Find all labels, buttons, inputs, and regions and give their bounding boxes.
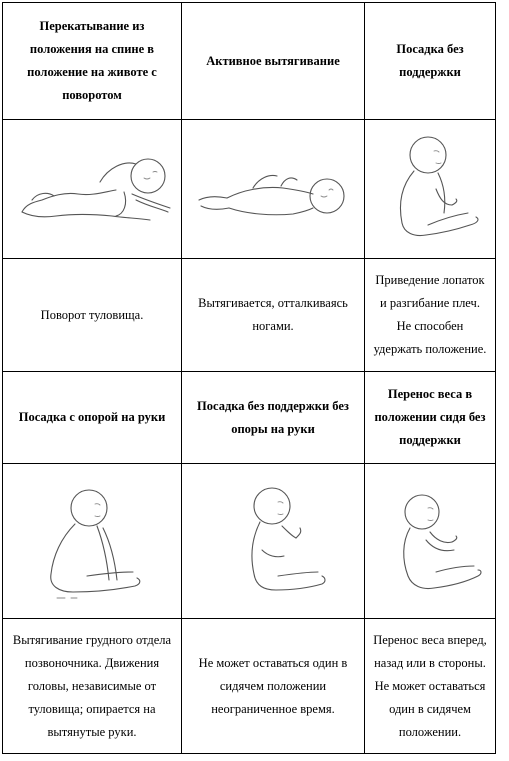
- table-row: [3, 464, 496, 619]
- baby-sitting-arm-support-illustration: [17, 476, 167, 606]
- header-cell: Активное вытягивание: [182, 3, 365, 120]
- table-row: [3, 619, 496, 754]
- header-cell: Перенос веса в положении сидя без поддержки: [365, 372, 496, 464]
- header-cell: Посадка без поддержки: [365, 3, 496, 120]
- baby-sitting-weight-shift-illustration: [372, 476, 497, 606]
- description-cell: Вытягивание грудного отдела позвоночника. Движения головы, независимые от туловища; опирается на вытянутые руки.: [3, 619, 182, 754]
- development-table: [2, 2, 496, 754]
- description-cell: Приведение лопаток и разгибание плеч. Не способен удержать положение.: [365, 259, 496, 372]
- image-cell: [365, 464, 496, 619]
- table-row: [3, 120, 496, 259]
- description-cell: Вытягивается, отталкиваясь ногами.: [182, 259, 365, 372]
- description-cell: Не может оставаться один в сидячем положении неограниченное время.: [182, 619, 365, 754]
- image-cell: [3, 464, 182, 619]
- image-cell: [3, 120, 182, 259]
- baby-sitting-unsupported-illustration: [372, 129, 497, 249]
- header-cell: Посадка с опорой на руки: [3, 372, 182, 464]
- table-row: [3, 372, 496, 464]
- baby-rolling-prone-illustration: [12, 134, 172, 244]
- image-cell: [182, 464, 365, 619]
- image-cell: [365, 120, 496, 259]
- description-cell: Поворот туловища.: [3, 259, 182, 372]
- header-cell: Перекатывание из положения на спине в положение на животе с поворотом: [3, 3, 182, 120]
- table-row: [3, 3, 496, 120]
- baby-sitting-no-arm-support-illustration: [198, 476, 348, 606]
- baby-stretching-supine-illustration: [193, 134, 353, 244]
- table-row: [3, 259, 496, 372]
- image-cell: [182, 120, 365, 259]
- header-cell: Посадка без поддержки без опоры на руки: [182, 372, 365, 464]
- description-cell: Перенос веса вперед, назад или в стороны. Не может оставаться один в сидячем положении.: [365, 619, 496, 754]
